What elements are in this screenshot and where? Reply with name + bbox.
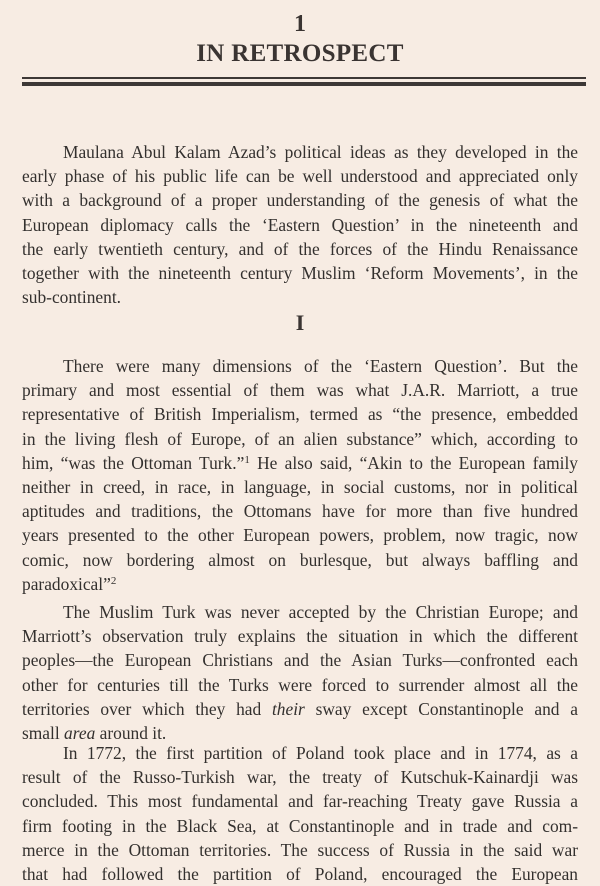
text-line: sub-continent. xyxy=(22,287,122,308)
text-span: sway except Constantinople and a xyxy=(304,698,578,719)
paragraph-intro xyxy=(22,140,578,309)
paragraph-muslim-turk xyxy=(22,600,578,745)
text-line: peoples—the European Christians and the Asian Turks—confronted each xyxy=(22,650,578,671)
header-rule-thick xyxy=(22,82,586,86)
paragraph-eastern-question xyxy=(22,354,578,596)
text-line xyxy=(22,697,578,721)
text-line: aptitudes and traditions, the Ottomans have for more than five hundred xyxy=(22,501,578,522)
text-line: neither in creed, in race, in language, in social customs, nor in political xyxy=(22,477,578,498)
text-line: European diplomacy calls the ‘Eastern Question’ in the nineteenth and xyxy=(22,214,578,235)
text-line: in the living flesh of Europe, of an alien substance” which, according to xyxy=(22,428,578,449)
text-span: around it. xyxy=(95,723,167,744)
emphasis: their xyxy=(271,698,305,719)
text-line xyxy=(22,572,578,596)
emphasis: area xyxy=(64,723,96,744)
footnote-ref-2[interactable]: 2 xyxy=(110,574,117,587)
text-line: In 1772, the first partition of Poland took place and in 1774, as a xyxy=(63,743,578,763)
text-line: The Muslim Turk was never accepted by the Christian Europe; and xyxy=(63,602,578,622)
text-line: firm footing in the Black Sea, at Constantinople and in trade and com- xyxy=(22,815,578,836)
text-span: small xyxy=(22,723,65,744)
section-numeral: I xyxy=(295,310,305,335)
text-line: together with the nineteenth century Muslim ‘Reform Movements’, in the xyxy=(22,263,578,284)
quote-text: paradoxical” xyxy=(22,573,111,594)
header-rule-thin xyxy=(22,77,586,79)
text-line: Maulana Abul Kalam Azad’s political ideas as they developed in the xyxy=(63,142,578,162)
text-line: result of the Russo-Turkish war, the treaty of Kutschuk-Kainardji was xyxy=(22,767,578,788)
quote-text: him, “was the Ottoman Turk.” xyxy=(22,452,245,473)
text-line: merce in the Ottoman territories. The success of Russia in the said war xyxy=(22,839,578,860)
text-line: There were many dimensions of the ‘Eastern Question’. But the xyxy=(63,356,578,376)
text-span: territories over which they had xyxy=(22,698,272,719)
paragraph-partition-poland xyxy=(22,741,578,886)
text-line: that had followed the partition of Poland, encouraged the European xyxy=(22,864,578,885)
text-line xyxy=(22,451,578,475)
text-line: Marriott’s observation truly explains the situation in which the different xyxy=(22,626,578,647)
text-line: concluded. This most fundamental and far-reaching Treaty gave Russia a xyxy=(22,791,578,812)
quote-text: He also said, “Akin to the European family xyxy=(249,452,578,473)
chapter-number: 1 xyxy=(294,11,306,37)
text-line: primary and most essential of them was what J.A.R. Marriott, a true xyxy=(22,380,578,401)
text-line: with a background of a proper understanding of the genesis of what the xyxy=(22,190,578,211)
text-line: comic, now bordering almost on burlesque, but always baffling and xyxy=(22,549,578,570)
text-line: years presented to the other European powers, problem, now tragic, now xyxy=(22,525,578,546)
text-line: early phase of his public life can be well understood and appreciated only xyxy=(22,166,578,187)
chapter-title: IN RETROSPECT xyxy=(196,40,404,67)
footnote-ref-1[interactable]: 1 xyxy=(244,453,250,466)
text-line: other for centuries till the Turks were forced to surrender almost all the xyxy=(22,674,578,695)
text-line: representative of British Imperialism, termed as “the presence, embedded xyxy=(22,404,578,425)
text-line: the early twentieth century, and of the forces of the Hindu Renaissance xyxy=(22,238,578,259)
